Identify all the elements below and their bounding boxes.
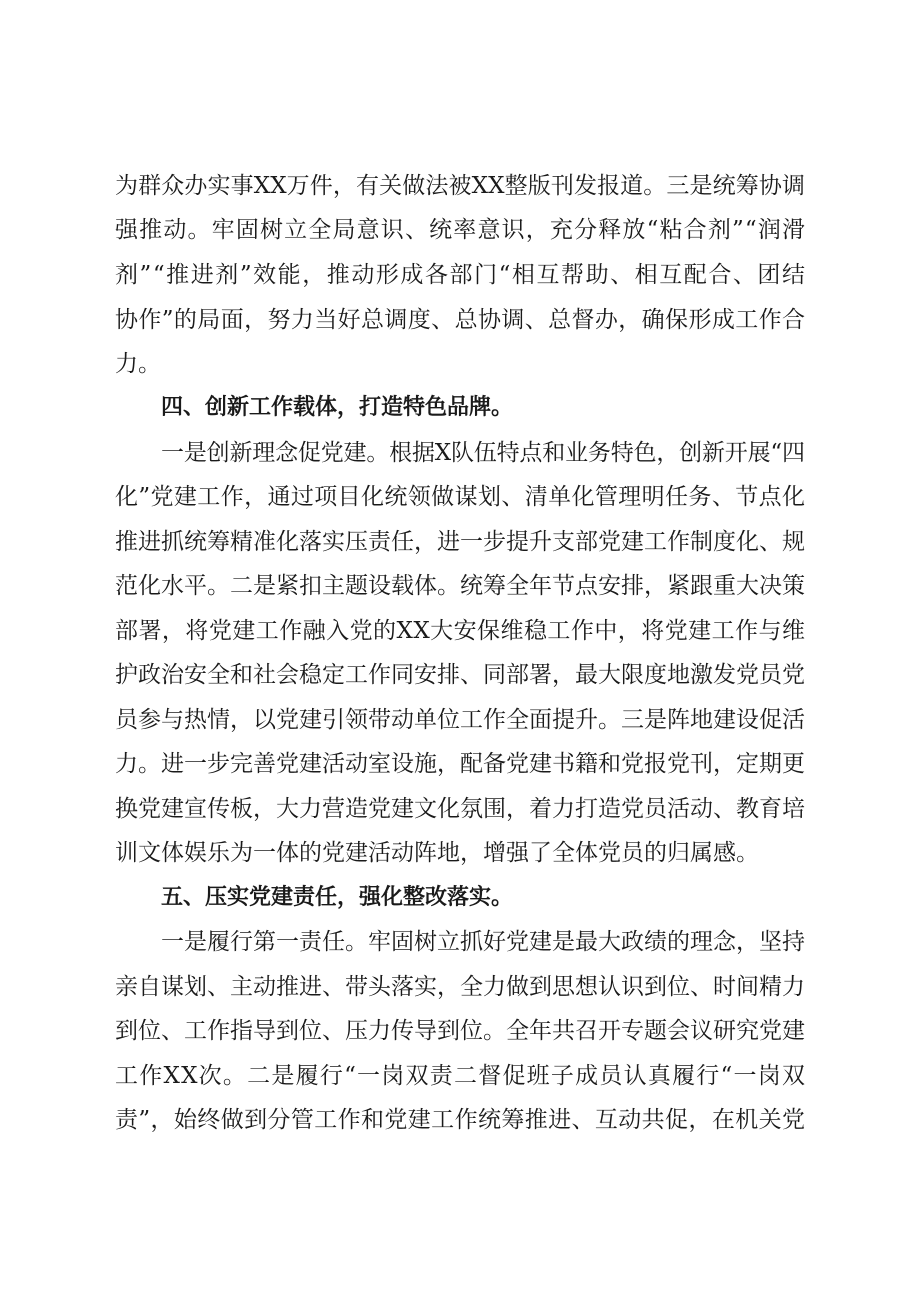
line-text: 范化水平。二是紧扣主题设载体。统筹全年节点安排，紧跟重大决策: [115, 573, 805, 599]
body-line: [0, 742, 920, 786]
body-line: [0, 920, 920, 964]
line-text: 护政治安全和社会稳定工作同安排、同部署，最大限度地激发党员党: [115, 662, 805, 688]
body-line: [0, 475, 920, 519]
line-text: 换党建宣传板，大力营造党建文化氛围，着力打造党员活动、教育培: [115, 796, 805, 822]
body-line: [0, 965, 920, 1009]
body-line: [0, 1098, 920, 1142]
line-text: 训文体娱乐为一体的党建活动阵地，增强了全体党员的归属感。: [115, 840, 759, 866]
line-text: 一是履行第一责任。牢固树立抓好党建是最大政绩的理念，坚持: [161, 929, 805, 955]
line-text: 协作”的局面，努力当好总调度、总协调、总督办，确保形成工作合: [115, 307, 806, 333]
body-line: [0, 342, 920, 386]
body-line: [0, 520, 920, 564]
line-text: 为群众办实事XX万件，有关做法被XX整版刊发报道。三是统筹协调: [115, 173, 806, 199]
line-text: 剂”“推进剂”效能，推动形成各部门“相互帮助、相互配合、团结: [115, 262, 807, 288]
line-text: 责”，始终做到分管工作和党建工作统筹推进、互动共促，在机关党: [115, 1107, 806, 1133]
body-line: [0, 564, 920, 608]
line-text: 一是创新理念促党建。根据X队伍特点和业务特色，创新开展“四: [161, 440, 805, 466]
line-text: 推进抓统筹精准化落实压责任，进一步提升支部党建工作制度化、规: [115, 529, 805, 555]
body-line: [0, 208, 920, 252]
body-line: [0, 698, 920, 742]
line-text: 亲自谋划、主动推进、带头落实，全力做到思想认识到位、时间精力: [115, 974, 805, 1000]
body-line: [0, 653, 920, 697]
body-line: [0, 1054, 920, 1098]
heading-text: 五、压实党建责任，强化整改落实。: [161, 885, 514, 910]
body-line: [0, 609, 920, 653]
body-line: [0, 164, 920, 208]
line-text: 强推动。牢固树立全局意识、统率意识，充分释放“粘合剂”“润滑: [115, 217, 807, 243]
body-line: [0, 253, 920, 297]
section-heading-4: [0, 386, 920, 430]
line-text: 力。进一步完善党建活动室设施，配备党建书籍和党报党刊，定期更: [115, 751, 805, 777]
body-line: [0, 831, 920, 875]
line-text: 到位、工作指导到位、压力传导到位。全年共召开专题会议研究党建: [115, 1018, 805, 1044]
line-text: 力。: [115, 351, 161, 377]
line-text: 化”党建工作，通过项目化统领做谋划、清单化管理明任务、节点化: [115, 484, 806, 510]
section-heading-5: [0, 876, 920, 920]
body-line: [0, 1009, 920, 1053]
body-line: [0, 787, 920, 831]
body-line: [0, 298, 920, 342]
line-text: 部署，将党建工作融入党的XX大安保维稳工作中，将党建工作与维: [115, 618, 806, 644]
line-text: 员参与热情，以党建引领带动单位工作全面提升。三是阵地建设促活: [115, 707, 805, 733]
body-line: [0, 431, 920, 475]
line-text: 工作XX次。二是履行“一岗双责二督促班子成员认真履行“一岗双: [115, 1063, 807, 1089]
heading-text: 四、创新工作载体，打造特色品牌。: [161, 395, 514, 420]
